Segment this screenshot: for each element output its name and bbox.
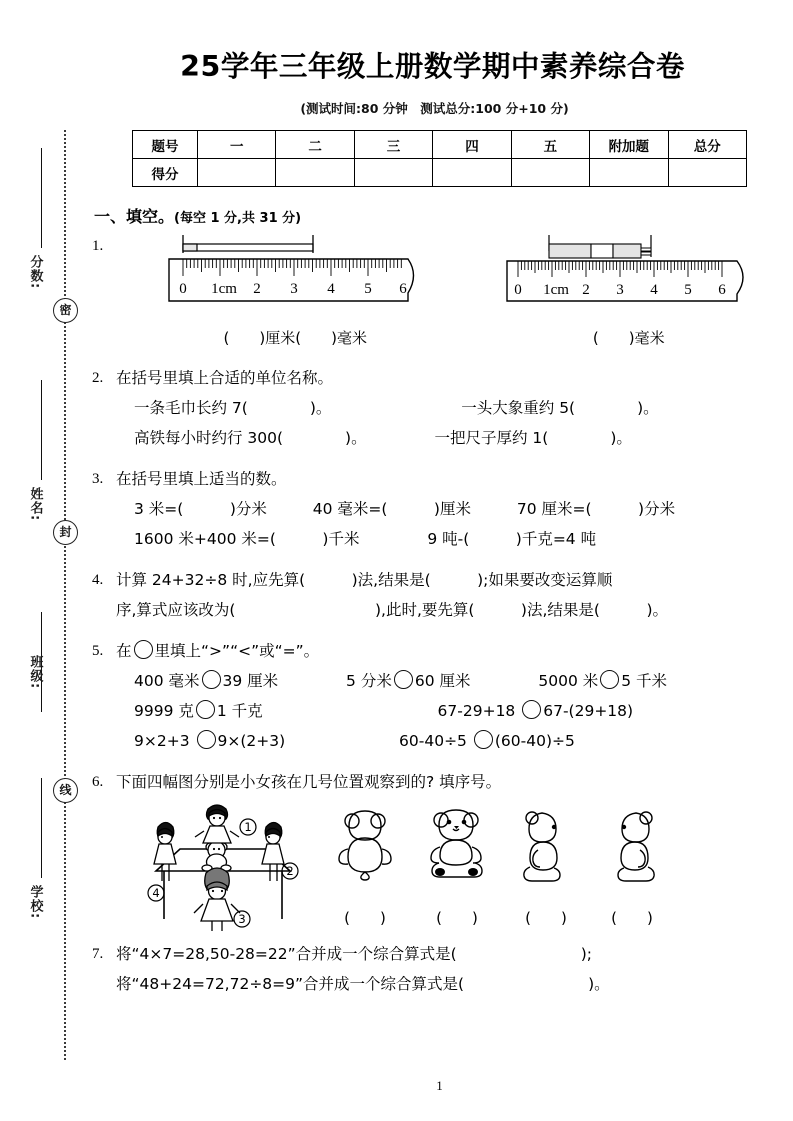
margin-field-school [18,885,52,924]
paper-subtitle: (测试时间:80 分钟 测试总分:100 分+10 分) [300,101,569,116]
seal-char-feng: 封 [53,520,78,545]
question-2-number: 2. [92,370,104,386]
svg-text:3: 3 [290,281,298,297]
svg-text:0: 0 [179,281,187,297]
compare-circle-icon[interactable] [196,700,215,719]
left-margin [0,0,86,1121]
compare-circle-icon[interactable] [197,730,216,749]
question-7 [86,939,793,999]
seal-char-mi: 密 [53,298,78,323]
svg-text:3: 3 [238,912,246,926]
score-table [132,130,747,187]
bear-front-view-icon [424,805,490,891]
score-table-cell: 总分 [668,131,746,159]
score-entry-cell[interactable] [433,159,511,187]
question-5-item-6-right: 9×(2+3) [217,732,286,750]
bear-left-side-view-icon [516,805,576,891]
question-3-prompt: 在括号里填上适当的数。 [116,470,287,488]
svg-text:4: 4 [650,282,658,298]
question-5-prompt [116,636,793,666]
svg-text:3: 3 [616,282,624,298]
question-4 [86,565,793,625]
compare-circle-icon[interactable] [474,730,493,749]
score-table-cell: 四 [433,131,511,159]
question-1-left-answer-blank[interactable]: ( )厘米( )毫米 [223,329,367,347]
question-5-number: 5. [92,643,104,659]
question-3-row-1 [116,494,793,524]
question-4-number: 4. [92,572,104,588]
svg-text:4: 4 [152,886,160,900]
question-1-rulers [116,231,793,353]
score-table-header-label: 题号 [133,131,198,159]
question-6-answer-blank-1[interactable]: ( ) [344,909,386,927]
question-5 [86,636,793,756]
svg-text:0: 0 [514,282,522,298]
ruler-left-icon [163,231,428,309]
margin-field-score-label: 分数: [27,255,43,290]
question-2-item-4[interactable]: 一把尺子厚约 1( )。 [434,429,632,447]
question-3-item-1[interactable]: 3 米=( )分米 [134,500,267,518]
ruler-right-icon [501,231,756,309]
table-row [133,131,747,159]
seal-dotted-line [64,130,66,1060]
question-2-item-3[interactable]: 高铁每小时约行 300( )。 [134,429,367,447]
margin-rule-2 [41,380,42,480]
score-entry-cell[interactable] [590,159,668,187]
page-title: 25学年三年级上册数学期中素养综合卷 [180,50,685,83]
question-6-answer-blank-4[interactable]: ( ) [611,909,653,927]
score-entry-cell[interactable] [354,159,432,187]
girls-around-table-icon [138,801,306,933]
score-entry-cell[interactable] [668,159,746,187]
compare-circle-icon[interactable] [202,670,221,689]
section-label: 一、填空。 [94,207,175,226]
question-4-line-2[interactable]: 序,算式应该改为( ),此时,要先算( )法,结果是( )。 [116,601,668,619]
ruler-right-group [501,231,756,353]
margin-field-score [18,255,52,294]
question-6-figures [116,801,793,933]
question-5-item-7-left: 60-40÷5 [399,732,472,750]
svg-text:2: 2 [253,281,261,297]
question-2 [86,363,793,453]
svg-text:2: 2 [582,282,590,298]
question-5-item-7-right: (60-40)÷5 [494,732,575,750]
question-7-number: 7. [92,946,104,962]
bear-view-right-cell [602,805,662,933]
question-5-item-3-right: 5 千米 [621,672,668,690]
exam-content [86,0,793,1121]
ruler-left-group [163,231,428,353]
bear-right-side-view-icon [602,805,662,891]
question-5-item-5-left: 67-29+18 [437,702,521,720]
margin-rule-4 [41,778,42,878]
question-5-prompt-b: 里填上“>”“<”或“=”。 [154,642,320,660]
svg-text:5: 5 [684,282,692,298]
compare-circle-icon[interactable] [522,700,541,719]
question-5-item-6-left: 9×2+3 [134,732,195,750]
margin-field-class-label: 班级: [27,655,43,690]
question-3-item-2[interactable]: 40 毫米=( )厘米 [312,500,471,518]
question-3-item-4[interactable]: 1600 米+400 米=( )千米 [134,530,360,548]
question-5-item-4-right: 1 千克 [216,702,263,720]
question-2-prompt: 在括号里填上合适的单位名称。 [116,369,334,387]
margin-rule-1 [41,148,42,248]
score-table-cell: 一 [198,131,276,159]
question-2-item-2[interactable]: 一头大象重约 5( )。 [461,399,659,417]
score-entry-cell[interactable] [198,159,276,187]
section-points: (每空 1 分,共 31 分) [174,211,302,226]
question-2-item-1[interactable]: 一条毛巾长约 7( )。 [134,399,332,417]
svg-text:1cm: 1cm [210,281,237,297]
question-3-item-3[interactable]: 70 厘米=( )分米 [516,500,676,518]
question-6-number: 6. [92,774,104,790]
question-1-number: 1. [92,238,104,254]
svg-text:1cm: 1cm [543,282,570,298]
score-entry-cell[interactable] [276,159,354,187]
bear-view-back-cell [332,805,398,933]
question-3 [86,464,793,554]
question-2-row-1 [116,393,793,423]
question-5-item-2-right: 60 厘米 [414,672,471,690]
score-table-points-label: 得分 [133,159,198,187]
question-5-item-3-left: 5000 米 [538,672,599,690]
question-5-item-5-right: 67-(29+18) [543,702,634,720]
question-6 [86,767,793,933]
compare-circle-icon[interactable] [394,670,413,689]
question-5-item-1-right: 39 厘米 [222,672,279,690]
svg-text:2: 2 [286,864,294,878]
score-table-cell: 三 [354,131,432,159]
svg-text:1: 1 [244,820,252,834]
question-1-right-answer-blank[interactable]: ( )毫米 [592,329,665,347]
svg-text:4: 4 [327,281,335,297]
question-6-answer-blank-2[interactable]: ( ) [436,909,478,927]
margin-field-class [18,655,52,694]
question-6-prompt: 下面四幅图分别是小女孩在几号位置观察到的? 填序号。 [116,773,502,791]
margin-field-name-label: 姓名: [27,487,43,522]
svg-text:6: 6 [399,281,407,297]
score-table-cell: 二 [276,131,354,159]
seal-char-xian: 线 [53,778,78,803]
question-3-number: 3. [92,471,104,487]
question-3-item-5[interactable]: 9 吨-( )千克=4 吨 [427,530,597,548]
score-table-cell: 附加题 [590,131,668,159]
svg-text:5: 5 [364,281,372,297]
question-5-item-1-left: 400 毫米 [134,672,200,690]
question-2-row-2 [116,423,793,453]
question-7-line-1[interactable]: 将“4×7=28,50-28=22”合并成一个综合算式是( ); [116,945,592,963]
compare-circle-icon [134,640,153,659]
question-5-item-2-left: 5 分米 [346,672,392,690]
svg-text:6: 6 [718,282,726,298]
question-5-row-2 [116,696,793,726]
bear-back-view-icon [332,805,398,891]
section-heading-fill-in-blank [94,204,793,227]
question-3-row-2 [116,524,793,554]
margin-field-name [18,487,52,526]
question-1 [86,231,793,353]
question-5-row-3 [116,726,793,756]
score-table-cell: 五 [511,131,589,159]
question-5-prompt-a: 在 [116,642,132,660]
page-number: 1 [436,1078,443,1093]
question-5-item-4-left: 9999 克 [134,702,194,720]
bear-view-left-cell [516,805,576,933]
compare-circle-icon[interactable] [600,670,619,689]
table-row [133,159,747,187]
question-5-row-1 [116,666,793,696]
score-entry-cell[interactable] [511,159,589,187]
question-7-line-2[interactable]: 将“48+24=72,72÷8=9”合并成一个综合算式是( )。 [116,975,610,993]
margin-field-school-label: 学校: [27,885,43,920]
question-4-line-1[interactable]: 计算 24+32÷8 时,应先算( )法,结果是( );如果要改变运算顺 [116,571,613,589]
bear-view-front-cell [424,805,490,933]
question-6-answer-blank-3[interactable]: ( ) [525,909,567,927]
